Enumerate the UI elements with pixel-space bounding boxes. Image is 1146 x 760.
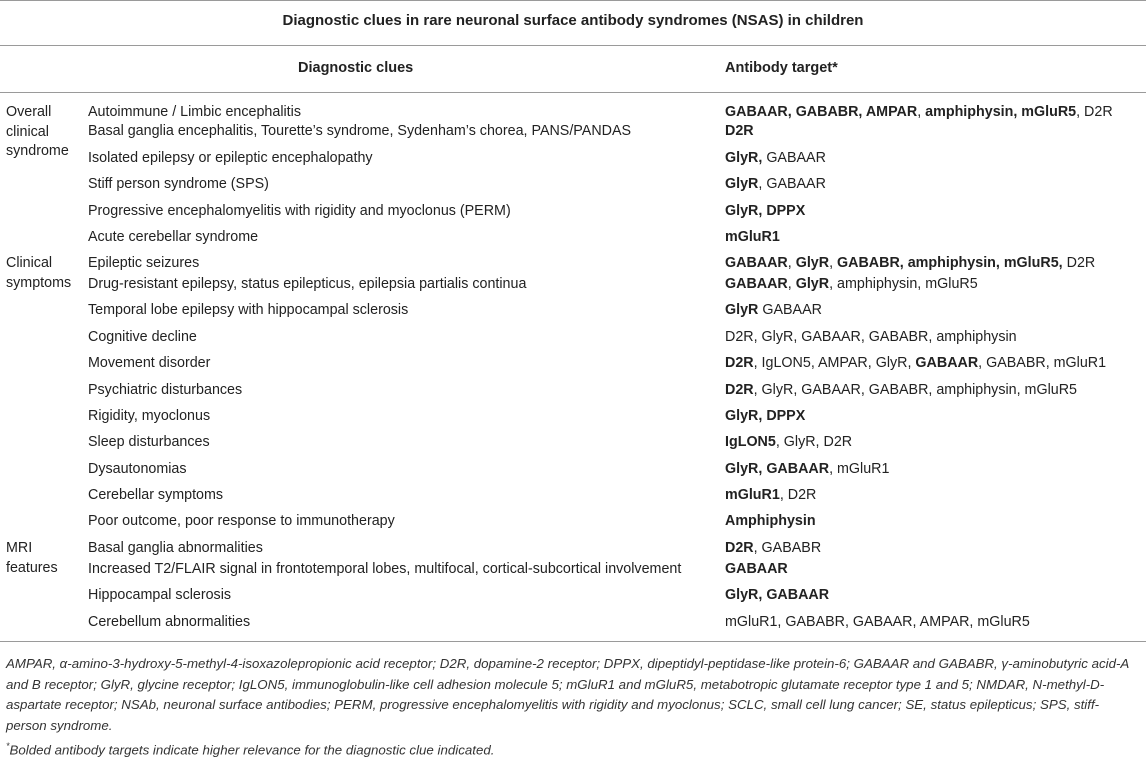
header-rule [0,92,1146,93]
abbreviations-footnote: AMPAR, α-amino-3-hydroxy-5-methyl-4-isoxazolepropionic acid receptor; D2R, dopamine-2 receptor; DPPX, dipeptidyl-peptidase-like protein-6; GABAAR and GABABR, γ-aminobutyric acid-A and B receptor; GlyR, glycine receptor; IgLON5, immunoglobulin-like cell adhesion molecule 5; mGluR1 and mGluR5, metabotropic glutamate receptor type 1 and 5; NMDAR, N-methyl-D-aspartate receptor; NSAb, neuronal surface antibodies; PERM, progressive encephalomyelitis with rigidity and myoclonus; SCLC, small cell lung cancer; SE, status epilepticus; SPS, stiff-person syndrome. [6,656,1129,733]
diagnostic-clue-cell: Drug-resistant epilepsy, status epilepticus, epilepsia partialis continua [88,276,527,292]
antibody-plain-text: , GABAAR [758,176,826,192]
antibody-target-cell [725,202,805,220]
antibody-bold-text: GlyR [795,255,830,271]
antibody-plain-text: GABAAR [758,302,822,318]
antibody-target-cell [725,301,822,319]
antibody-bold-text: amphiphysin, mGluR5 [925,104,1077,120]
antibody-bold-text: GlyR [725,176,759,192]
antibody-bold-text: GlyR [795,276,830,292]
bottom-rule [0,641,1146,642]
antibody-plain-text: , mGluR1 [829,461,890,477]
diagnostic-clue-cell: Poor outcome, poor response to immunotherapy [88,513,395,529]
diagnostic-clue-cell: Progressive encephalomyelitis with rigidity and myoclonus (PERM) [88,203,511,219]
antibody-bold-text: D2R [725,355,754,371]
diagnostic-clue-cell: Rigidity, myoclonus [88,408,211,424]
antibody-target-cell [725,433,852,451]
diagnostic-clue-cell: Movement disorder [88,355,211,371]
diagnostic-clue-cell: Acute cerebellar syndrome [88,229,259,245]
diagnostic-clue-cell: Stiff person syndrome (SPS) [88,176,269,192]
diagnostic-clue-cell: Autoimmune / Limbic encephalitis [88,104,301,120]
antibody-bold-text: GABAAR [915,355,979,371]
header-diagnostic-clues: Diagnostic clues [298,60,414,76]
bold-note-footnote [6,737,1136,759]
antibody-bold-text: GABABR, amphiphysin, mGluR5, [837,255,1063,271]
diagnostic-clue-cell: Cerebellar symptoms [88,487,224,503]
antibody-target-cell [725,275,978,293]
antibody-target-cell [725,328,1017,346]
diagnostic-clue-cell: Basal ganglia encephalitis, Tourette’s syndrome, Sydenham’s chorea, PANS/PANDAS [88,123,632,139]
antibody-target-cell [725,122,754,140]
antibody-plain-text: D2R [1062,255,1096,271]
diagnostic-clue-cell: Dysautonomias [88,461,187,477]
antibody-bold-text: mGluR1 [725,229,780,245]
antibody-plain-text: , amphiphysin, mGluR5 [829,276,978,292]
group-overall-clinical-syndrome: Overall clinical syndrome [6,104,69,159]
antibody-bold-text: D2R [725,123,754,139]
group-clinical-symptoms: Clinical symptoms [6,255,72,291]
antibody-bold-text: GABAAR [725,255,788,271]
antibody-target-cell [725,486,816,504]
asterisk-mark: * [6,741,10,751]
antibody-bold-text: GABAAR [725,276,788,292]
antibody-plain-text: , D2R [1076,104,1113,120]
antibody-plain-text: , D2R [779,487,817,503]
diagnostic-clue-cell: Increased T2/FLAIR signal in frontotemporal lobes, multifocal, cortical-subcortical involvement [88,561,682,577]
antibody-target-cell [725,103,1113,121]
antibody-plain-text: D2R, GlyR, GABAAR, GABABR, amphiphysin [725,329,1017,345]
antibody-target-cell [725,228,780,246]
antibody-bold-text: Amphiphysin [725,513,816,529]
antibody-plain-text: , GABABR, mGluR1 [978,355,1107,371]
antibody-target-cell [725,560,788,578]
antibody-plain-text: , [829,255,838,271]
antibody-bold-text: IgLON5 [725,434,776,450]
antibody-target-cell [725,407,805,425]
antibody-bold-text: mGluR1 [725,487,780,503]
antibody-target-cell [725,381,1077,399]
antibody-target-cell [725,539,821,557]
header-antibody-target: Antibody target* [725,60,838,76]
antibody-plain-text: mGluR1, GABABR, GABAAR, AMPAR, mGluR5 [725,614,1030,630]
antibody-target-cell [725,354,1106,372]
antibody-plain-text: , GlyR, D2R [775,434,853,450]
antibody-plain-text: , GABABR [753,540,822,556]
antibody-bold-text: GlyR, GABAAR [725,461,830,477]
diagnostic-clue-cell: Cerebellum abnormalities [88,614,251,630]
antibody-plain-text: , [787,255,796,271]
antibody-bold-text: GABAAR [725,561,788,577]
antibody-bold-text: GlyR, [725,150,763,166]
antibody-bold-text: D2R [725,540,754,556]
antibody-target-cell [725,149,826,167]
antibody-bold-text: GlyR, GABAAR [725,587,830,603]
bold-note-text: Bolded antibody targets indicate higher relevance for the diagnostic clue indicated. [9,742,495,758]
antibody-bold-text: D2R [725,382,754,398]
antibody-target-cell [725,175,826,193]
antibody-plain-text: , [917,104,926,120]
diagnostic-clue-cell: Isolated epilepsy or epileptic encephalopathy [88,150,373,166]
antibody-bold-text: GlyR, DPPX [725,408,806,424]
antibody-plain-text: , IgLON5, AMPAR, GlyR, [753,355,916,371]
antibody-target-cell [725,254,1095,272]
diagnostic-clue-cell: Temporal lobe epilepsy with hippocampal sclerosis [88,302,409,318]
antibody-target-cell [725,460,889,478]
antibody-plain-text: , [787,276,796,292]
top-rule [0,0,1146,1]
antibody-target-cell [725,586,829,604]
table-title: Diagnostic clues in rare neuronal surface antibody syndromes (NSAS) in children [282,12,864,29]
diagnostic-clue-cell: Cognitive decline [88,329,197,345]
antibody-bold-text: GABAAR, GABABR, AMPAR [725,104,918,120]
title-rule [0,45,1146,46]
group-mri-features: MRI features [6,540,58,576]
diagnostic-clue-cell: Basal ganglia abnormalities [88,540,263,556]
antibody-target-cell [725,613,1030,631]
antibody-target-cell [725,512,816,530]
antibody-plain-text: GABAAR [762,150,826,166]
antibody-bold-text: GlyR [725,302,759,318]
diagnostic-clue-cell: Sleep disturbances [88,434,210,450]
diagnostic-clue-cell: Hippocampal sclerosis [88,587,232,603]
diagnostic-clue-cell: Psychiatric disturbances [88,382,243,398]
antibody-plain-text: , GlyR, GABAAR, GABABR, amphiphysin, mGluR5 [753,382,1077,398]
diagnostic-clue-cell: Epileptic seizures [88,255,200,271]
antibody-bold-text: GlyR, DPPX [725,203,806,219]
